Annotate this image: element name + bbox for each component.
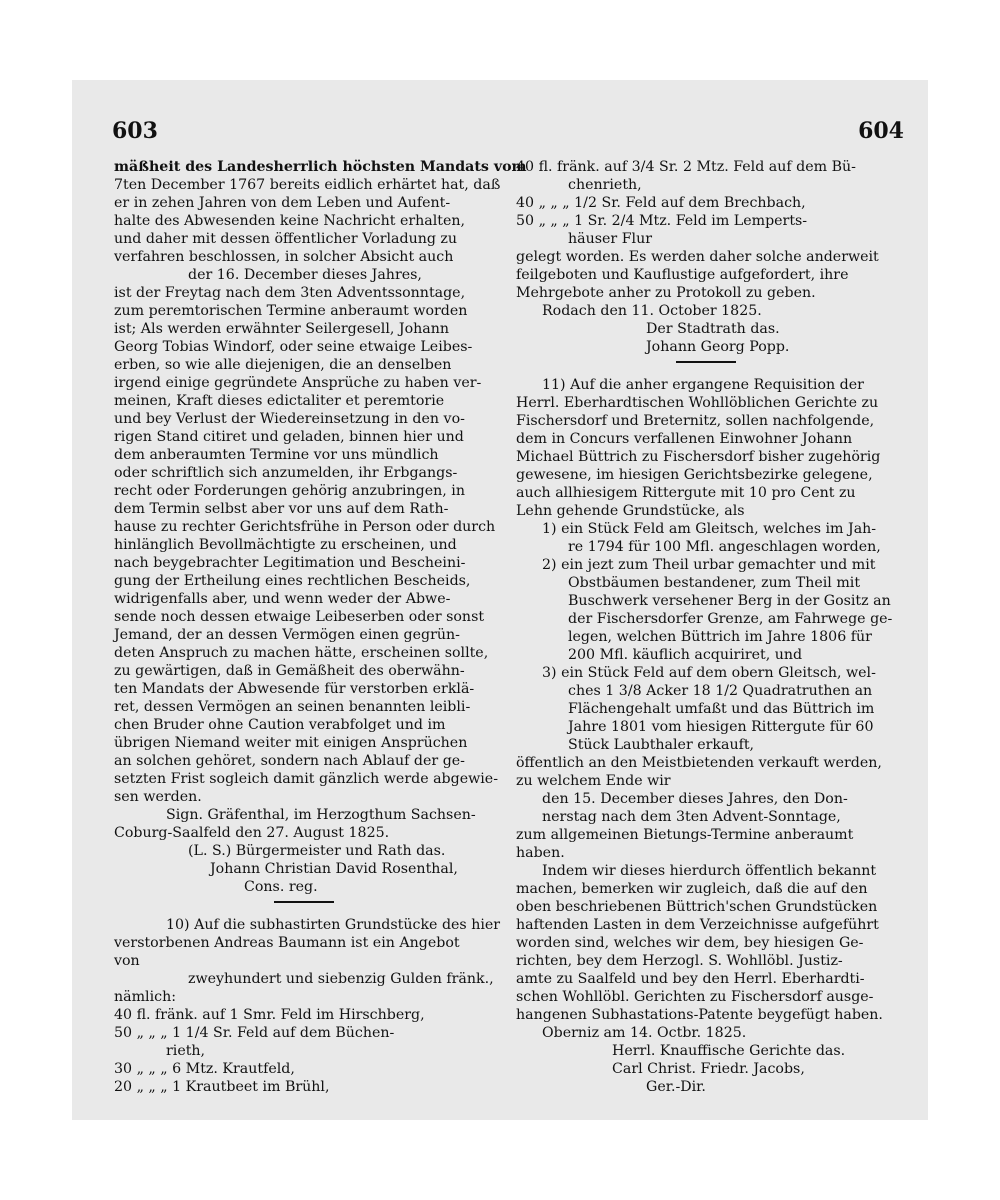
text-line: gewesene, im hiesigen Gerichtsbezirke gelegene, xyxy=(516,467,873,483)
text-line: nerstag nach dem 3ten Advent-Sonntage, xyxy=(542,809,841,825)
text-line: an solchen gehöret, sondern nach Ablauf der ge- xyxy=(114,753,465,769)
text-line: ist der Freytag nach dem 3ten Adventssonntage, xyxy=(114,285,466,301)
right-page-number: 604 xyxy=(858,118,904,144)
signature-line: Carl Christ. Friedr. Jacobs, xyxy=(612,1061,805,1077)
scanned-page-spread xyxy=(72,80,928,1120)
text-line: hinlänglich Bevollmächtigte zu erscheinen, und xyxy=(114,537,457,553)
text-line: zum peremtorischen Termine anberaumt worden xyxy=(114,303,468,319)
signature-line: Rodach den 11. October 1825. xyxy=(542,303,762,319)
text-line: Jemand, der an dessen Vermögen einen gegrün- xyxy=(114,627,460,643)
text-line: richten, bey dem Herzogl. S. Wohllöbl. Justiz- xyxy=(516,953,843,969)
list-item: 1) ein Stück Feld am Gleitsch, welches im Jah- xyxy=(542,521,877,537)
signature-line: Johann Georg Popp. xyxy=(646,339,790,355)
text-line: oben beschriebenen Büttrich'schen Grundstücken xyxy=(516,899,878,915)
text-line: mäßheit des Landesherrlich höchsten Mandats vom xyxy=(114,159,527,175)
text-line: amte zu Saalfeld und bey den Herrl. Eberhardti- xyxy=(516,971,865,987)
text-line: verfahren beschlossen, in solcher Absicht auch xyxy=(114,249,454,265)
text-line: ret, dessen Vermögen an seinen benannten leibli- xyxy=(114,699,471,715)
text-line: sende noch dessen etwaige Leibeserben oder sonst xyxy=(114,609,485,625)
text-line: Fischersdorf und Breternitz, sollen nachfolgende, xyxy=(516,413,875,429)
list-item: Obstbäumen bestandener, zum Theil mit xyxy=(568,575,861,591)
text-line: der 16. December dieses Jahres, xyxy=(188,267,422,283)
list-item: Stück Laubthaler erkauft, xyxy=(568,737,755,753)
text-line: häuser Flur xyxy=(568,231,653,247)
text-line: chenrieth, xyxy=(568,177,642,193)
text-line: gung der Ertheilung eines rechtlichen Bescheids, xyxy=(114,573,471,589)
text-line: zu welchem Ende wir xyxy=(516,773,671,789)
list-item: ches 1 3/8 Acker 18 1/2 Quadratruthen an xyxy=(568,683,873,699)
text-line: öffentlich an den Meistbietenden verkauft werden, xyxy=(516,755,882,771)
text-line: schen Wohllöbl. Gerichten zu Fischersdorf ausge- xyxy=(516,989,874,1005)
list-item: re 1794 für 100 Mfl. angeschlagen worden, xyxy=(568,539,881,555)
text-line: widrigenfalls aber, und wenn weder der Abwe- xyxy=(114,591,451,607)
text-line: Michael Büttrich zu Fischersdorf bisher zugehörig xyxy=(516,449,881,465)
list-item: 3) ein Stück Feld auf dem obern Gleitsch, wel- xyxy=(542,665,876,681)
text-line: er in zehen Jahren von dem Leben und Aufent- xyxy=(114,195,451,211)
text-line: verstorbenen Andreas Baumann ist ein Angebot xyxy=(114,935,460,951)
signature-line: Herrl. Knauffische Gerichte das. xyxy=(612,1043,846,1059)
text-line: worden sind, welches wir dem, bey hiesigen Ge- xyxy=(516,935,864,951)
signature-line: Der Stadtrath das. xyxy=(646,321,780,337)
text-line: hause zu rechter Gerichtsfrühe in Person oder durch xyxy=(114,519,496,535)
text-line: übrigen Niemand weiter mit einigen Ansprüchen xyxy=(114,735,468,751)
list-item: 2) ein jezt zum Theil urbar gemachter und mit xyxy=(542,557,876,573)
text-line: sen werden. xyxy=(114,789,202,805)
left-page-number: 603 xyxy=(112,118,158,144)
list-item: Buschwerk versehener Berg in der Gositz an xyxy=(568,593,891,609)
text-line: gelegt worden. Es werden daher solche anderweit xyxy=(516,249,879,265)
signature-line: (L. S.) Bürgermeister und Rath das. xyxy=(188,843,446,859)
text-line: setzten Frist sogleich damit gänzlich werde abgewie- xyxy=(114,771,498,787)
signature-line: Sign. Gräfenthal, im Herzogthum Sachsen- xyxy=(166,807,476,823)
text-line: 40 fl. fränk. auf 1 Smr. Feld im Hirschberg, xyxy=(114,1007,425,1023)
text-line: 20 „ „ „ 1 Krautbeet im Brühl, xyxy=(114,1079,330,1095)
text-line: nach beygebrachter Legitimation und Bescheini- xyxy=(114,555,466,571)
signature-line: Cons. reg. xyxy=(244,879,318,895)
text-line: und bey Verlust der Wiedereinsetzung in den vo- xyxy=(114,411,465,427)
text-line: Georg Tobias Windorf, oder seine etwaige Leibes- xyxy=(114,339,473,355)
list-item: der Fischersdorfer Grenze, am Fahrwege ge- xyxy=(568,611,893,627)
text-line: den 15. December dieses Jahres, den Don- xyxy=(542,791,848,807)
signature-line: Oberniz am 14. Octbr. 1825. xyxy=(542,1025,747,1041)
text-line: irgend einige gegründete Ansprüche zu haben ver- xyxy=(114,375,482,391)
signature-line: Coburg-Saalfeld den 27. August 1825. xyxy=(114,825,390,841)
list-item: Flächengehalt umfaßt und das Büttrich im xyxy=(568,701,875,717)
text-line: erben, so wie alle diejenigen, die an denselben xyxy=(114,357,452,373)
text-line: Indem wir dieses hierdurch öffentlich bekannt xyxy=(542,863,877,879)
signature-line: Ger.-Dir. xyxy=(646,1079,706,1095)
text-line: und daher mit dessen öffentlicher Vorladung zu xyxy=(114,231,458,247)
text-line: chen Bruder ohne Caution verabfolget und im xyxy=(114,717,446,733)
section-divider xyxy=(114,896,504,908)
text-line: auch allhiesigem Rittergute mit 10 pro Cent zu xyxy=(516,485,856,501)
text-line: dem anberaumten Termine vor uns mündlich xyxy=(114,447,439,463)
text-line: dem in Concurs verfallenen Einwohner Johann xyxy=(516,431,853,447)
text-line: rigen Stand citiret und geladen, binnen hier und xyxy=(114,429,464,445)
signature-line: Johann Christian David Rosenthal, xyxy=(210,861,458,877)
text-line: halte des Abwesenden keine Nachricht erhalten, xyxy=(114,213,466,229)
text-line: rieth, xyxy=(166,1043,206,1059)
text-line: machen, bemerken wir zugleich, daß die auf den xyxy=(516,881,868,897)
text-line: feilgeboten und Kauflustige aufgefordert, ihre xyxy=(516,267,849,283)
text-line: haftenden Lasten in dem Verzeichnisse aufgeführt xyxy=(516,917,879,933)
text-line: zu gewärtigen, daß in Gemäßheit des oberwähn- xyxy=(114,663,465,679)
text-line: ten Mandats der Abwesende für verstorben erklä- xyxy=(114,681,475,697)
text-line: 30 „ „ „ 6 Mtz. Krautfeld, xyxy=(114,1061,295,1077)
text-line: hangenen Subhastations-Patente beygefügt haben. xyxy=(516,1007,883,1023)
text-line: oder schriftlich sich anzumelden, ihr Erbgangs- xyxy=(114,465,458,481)
text-line: 40 fl. fränk. auf 3/4 Sr. 2 Mtz. Feld auf dem Bü- xyxy=(516,159,856,175)
text-line: 50 „ „ „ 1 1/4 Sr. Feld auf dem Büchen- xyxy=(114,1025,395,1041)
text-line: 40 „ „ „ 1/2 Sr. Feld auf dem Brechbach, xyxy=(516,195,806,211)
list-item: 200 Mfl. käuflich acquiriret, und xyxy=(568,647,803,663)
text-line: 7ten December 1767 bereits eidlich erhärtet hat, daß xyxy=(114,177,501,193)
text-line: 11) Auf die anher ergangene Requisition der xyxy=(542,377,864,393)
right-text-column xyxy=(516,158,912,1096)
text-line: meinen, Kraft dieses edictaliter et peremtorie xyxy=(114,393,445,409)
list-item: legen, welchen Büttrich im Jahre 1806 für xyxy=(568,629,872,645)
text-line: dem Termin selbst aber vor uns auf dem Rath- xyxy=(114,501,449,517)
text-line: nämlich: xyxy=(114,989,176,1005)
text-line: zum allgemeinen Bietungs-Termine anberaumt xyxy=(516,827,854,843)
text-line: Lehn gehende Grundstücke, als xyxy=(516,503,745,519)
text-line: Mehrgebote anher zu Protokoll zu geben. xyxy=(516,285,816,301)
text-line: zweyhundert und siebenzig Gulden fränk., xyxy=(188,971,494,987)
text-line: haben. xyxy=(516,845,565,861)
text-line: recht oder Forderungen gehörig anzubringen, in xyxy=(114,483,465,499)
section-divider xyxy=(516,356,912,368)
left-text-column xyxy=(114,158,527,1096)
text-line: deten Anspruch zu machen hätte, erscheinen sollte, xyxy=(114,645,489,661)
text-line: ist; Als werden erwähnter Seilergesell, Johann xyxy=(114,321,449,337)
text-line: Herrl. Eberhardtischen Wohllöblichen Gerichte zu xyxy=(516,395,879,411)
text-line: 50 „ „ „ 1 Sr. 2/4 Mtz. Feld im Lemperts- xyxy=(516,213,808,229)
text-line: 10) Auf die subhastirten Grundstücke des hier xyxy=(166,917,501,933)
text-line: von xyxy=(114,953,140,969)
list-item: Jahre 1801 vom hiesigen Rittergute für 60 xyxy=(568,719,874,735)
